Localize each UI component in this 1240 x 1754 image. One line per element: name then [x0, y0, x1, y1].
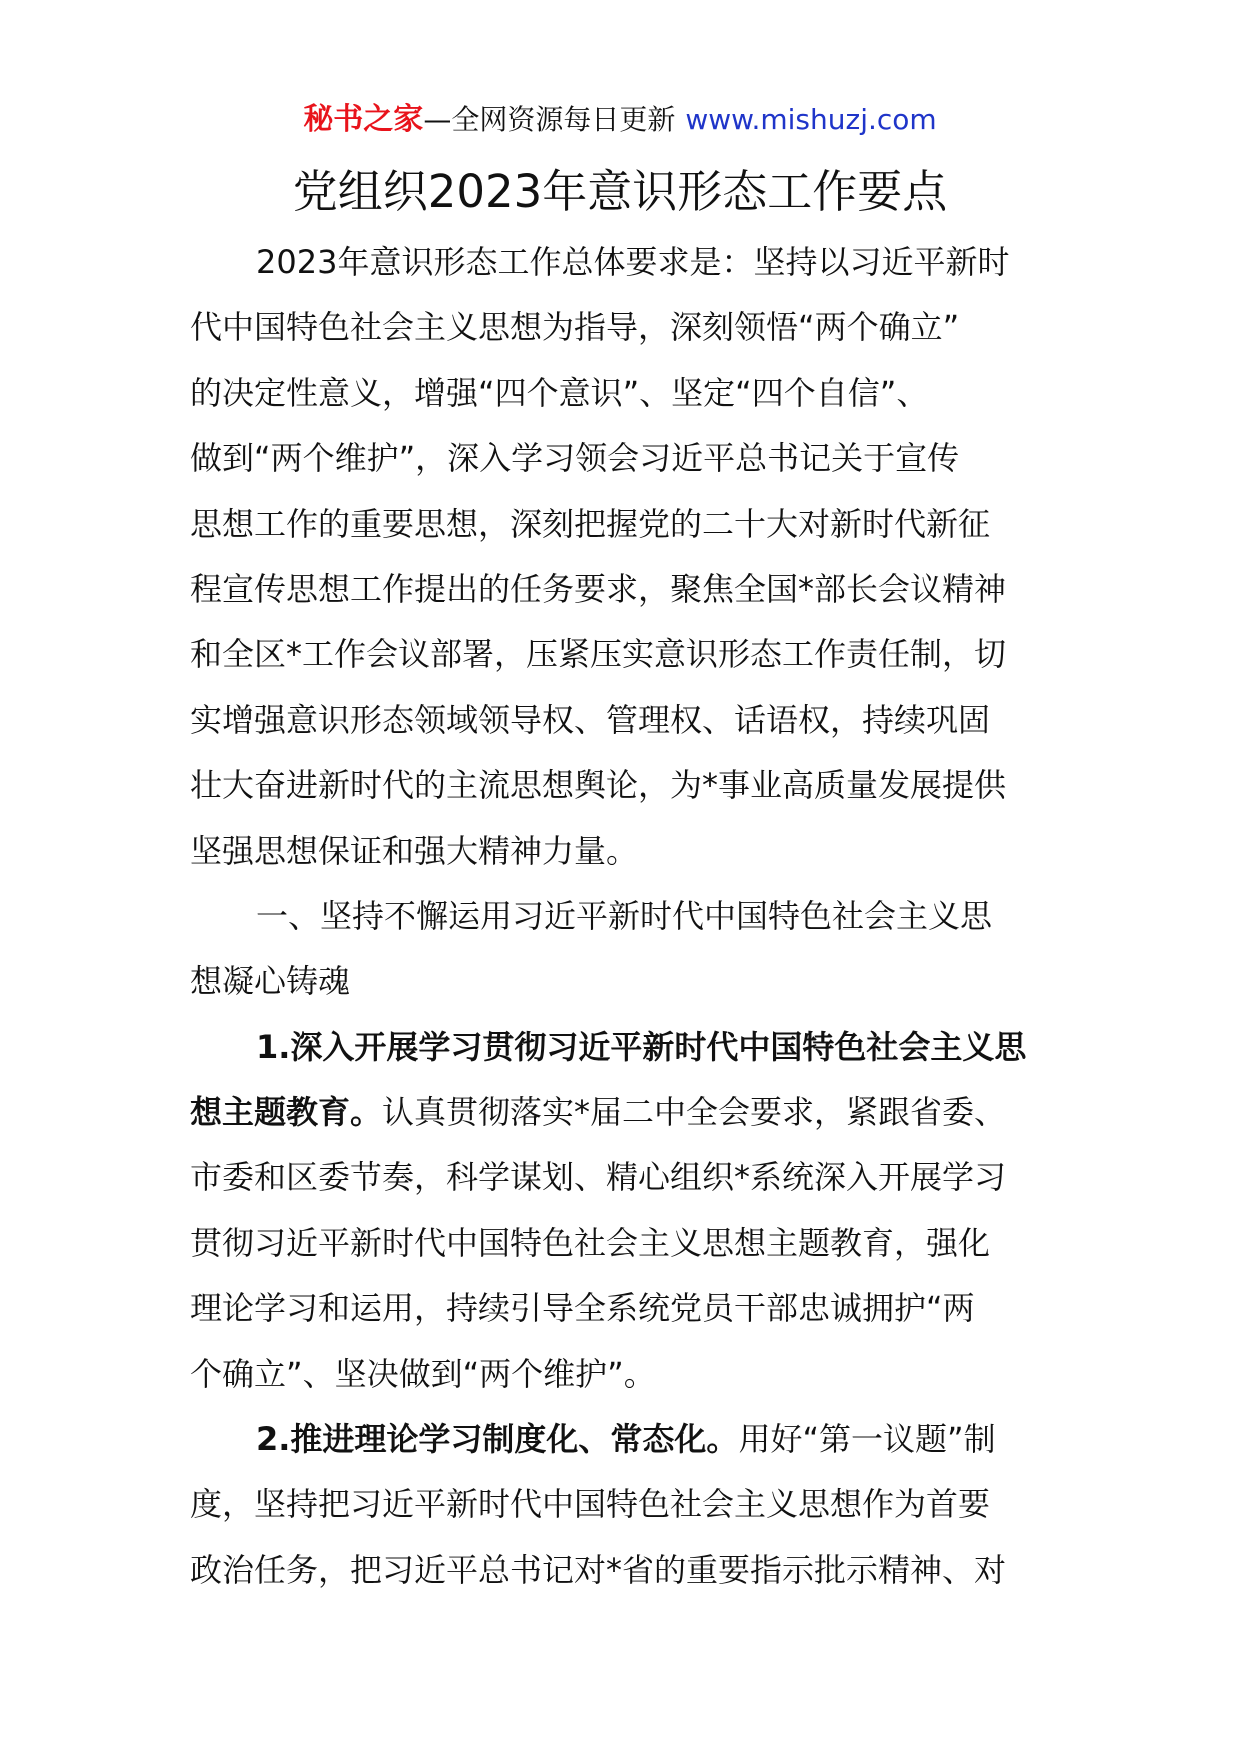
section-heading-line: 想凝心铸魂 [190, 962, 351, 1001]
banner-tagline: —全网资源每日更新 [423, 103, 676, 136]
paragraph-line: 思想工作的重要思想，深刻把握党的二十大对新时代新征 [190, 504, 991, 543]
paragraph-line: 坚强思想保证和强大精神力量。 [190, 831, 639, 870]
paragraph-line: 壮大奋进新时代的主流思想舆论，为*事业高质量发展提供 [190, 766, 1007, 805]
paragraph-line: 和全区*工作会议部署，压紧压实意识形态工作责任制，切 [190, 635, 1007, 674]
section-heading-line: 一、坚持不懈运用习近平新时代中国特色社会主义思 [256, 896, 993, 935]
paragraph-line: 的决定性意义，增强“四个意识”、坚定“四个自信”、 [190, 373, 929, 412]
paragraph-line: 度，坚持把习近平新时代中国特色社会主义思想作为首要 [190, 1485, 991, 1524]
subheading-line: 想主题教育。认真贯彻落实*届二中全会要求，紧跟省委、 [190, 1093, 1007, 1132]
subheading-line: 2.推进理论学习制度化、常态化。用好“第一议题”制 [256, 1420, 996, 1459]
subheading-line: 1.深入开展学习贯彻习近平新时代中国特色社会主义思 [256, 1027, 1027, 1066]
paragraph-line: 做到“两个维护”，深入学习领会习近平总书记关于宣传 [190, 439, 960, 478]
paragraph-line: 理论学习和运用，持续引导全系统党员干部忠诚拥护“两 [190, 1289, 975, 1328]
paragraph-line: 政治任务，把习近平总书记对*省的重要指示批示精神、对 [190, 1550, 1007, 1589]
paragraph-line: 个确立”、坚决做到“两个维护”。 [190, 1354, 656, 1393]
paragraph-line: 实增强意识形态领域领导权、管理权、话语权，持续巩固 [190, 700, 991, 739]
brand-name: 秘书之家 [303, 102, 424, 137]
site-banner [0, 100, 1240, 140]
site-url-link[interactable]: www.mishuzj.com [685, 103, 937, 136]
paragraph-line: 代中国特色社会主义思想为指导，深刻领悟“两个确立” [190, 308, 960, 347]
paragraph-line: 程宣传思想工作提出的任务要求，聚焦全国*部长会议精神 [190, 569, 1007, 608]
paragraph-line: 贯彻习近平新时代中国特色社会主义思想主题教育，强化 [190, 1223, 991, 1262]
paragraph-line: 市委和区委节奏，科学谋划、精心组织*系统深入开展学习 [190, 1158, 1007, 1197]
document-title: 党组织2023年意识形态工作要点 [292, 165, 948, 218]
paragraph-line: 2023年意识形态工作总体要求是：坚持以习近平新时 [256, 243, 1010, 281]
document-body [190, 230, 1070, 1603]
